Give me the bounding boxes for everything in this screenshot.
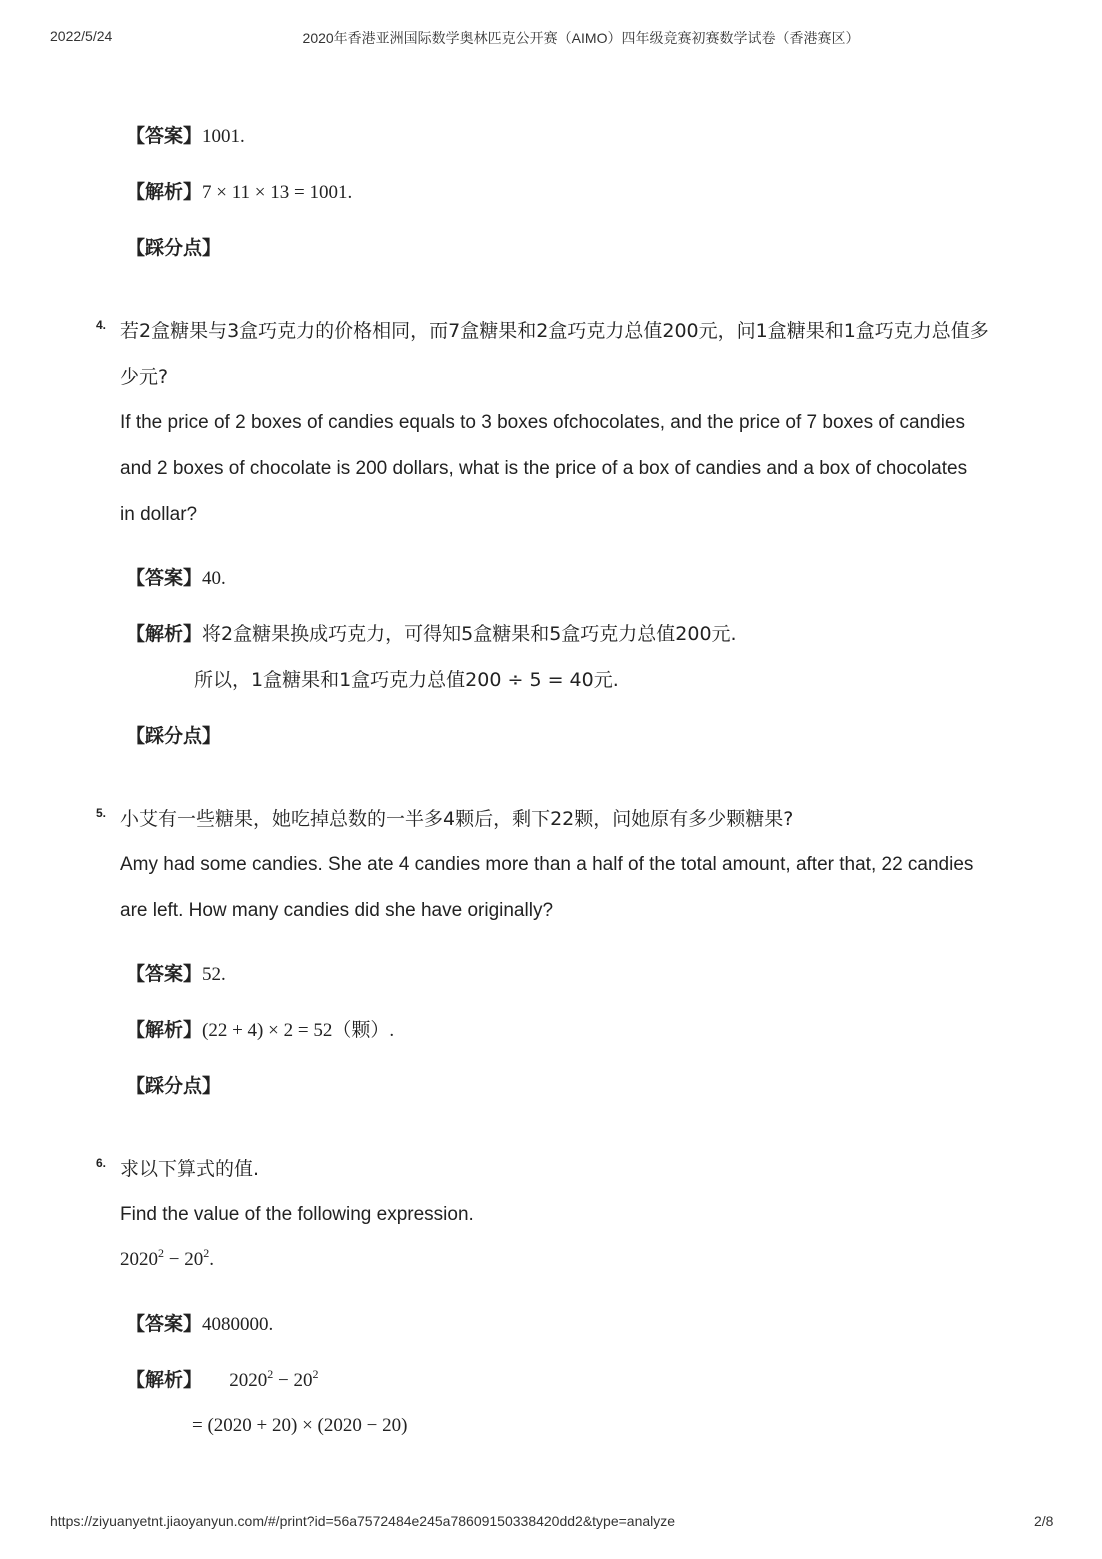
q4-analysis-line2: 所以，1盒糖果和1盒巧克力总值200 ÷ 5 = 40元. (194, 669, 619, 691)
q6-expression: $2020^2 - 20^2$. (120, 1246, 214, 1270)
q5-answer-row: 【答案】52. (126, 963, 226, 985)
expr-exponent-1: 2 (267, 1367, 274, 1381)
answer-label: 【答案】 (126, 125, 203, 147)
q4-en-line2: and 2 boxes of chocolate is 200 dollars, what is the price of a box of candies and a box of chocolates (120, 458, 968, 479)
question-number: 4. (96, 318, 107, 332)
source-url: https://ziyuanyetnt.jiaoyanyun.com/#/print?id=56a7572484e245a78609150338420dd2&type=analyze (50, 1513, 676, 1529)
print-date: 2022/5/24 (50, 28, 113, 44)
q6-en-line1: Find the value of the following expression. (120, 1204, 474, 1225)
q5-answer-value: 52 (202, 964, 222, 985)
page-number: 2/8 (1034, 1513, 1054, 1529)
q4-points-row (126, 724, 221, 749)
question-number: 5. (96, 806, 107, 820)
q5-points-row (126, 1074, 221, 1099)
q5-analysis-row (126, 1018, 394, 1043)
points-label: 【踩分点】 (126, 237, 222, 259)
points-label: 【踩分点】 (126, 725, 222, 747)
expr-exponent-2: 2 (203, 1246, 210, 1260)
q4-analysis-row (126, 622, 737, 647)
analysis-label: 【解析】 (126, 181, 203, 203)
points-label: 【踩分点】 (126, 1075, 222, 1097)
expr-base-2: 20 (184, 1249, 204, 1270)
document-title: 2020年香港亚洲国际数学奥林匹克公开赛（AIMO）四年级竞赛初赛数学试卷（香港赛区） (302, 30, 860, 46)
q6-analysis-line2: = (2020 + 20) × (2020 − 20) (192, 1415, 408, 1436)
answer-label: 【答案】 (126, 963, 203, 985)
analysis-label: 【解析】 (126, 1019, 203, 1041)
q4-cn-line2: 少元? (120, 366, 169, 388)
q5-analysis-value: (22 + 4) × 2 = 52（颗）. (202, 1020, 395, 1041)
q6-analysis-row (126, 1368, 319, 1393)
expr-exponent-1: 2 (158, 1246, 164, 1260)
expr-base-1: 2020 (120, 1249, 158, 1270)
q3-answer-value: 1001 (202, 126, 241, 147)
q3-points-row (126, 236, 221, 261)
question-number: 6. (96, 1156, 107, 1170)
expr-base-1: 2020 (229, 1370, 268, 1391)
q4-cn-line1: 若2盒糖果与3盒巧克力的价格相同，而7盒糖果和2盒巧克力总值200元，问1盒糖果和1盒巧克力总值多 (120, 320, 989, 342)
q6-cn-line1: 求以下算式的值. (120, 1158, 260, 1180)
q3-analysis-value: 7 × 11 × 13 = 1001 (202, 182, 348, 203)
analysis-label: 【解析】 (126, 623, 203, 645)
q5-en-line2: are left. How many candies did she have originally? (120, 900, 554, 921)
q3-answer-row: 【答案】1001. (126, 125, 245, 147)
q4-answer-row: 【答案】40. (126, 567, 226, 589)
q4-en-line1: If the price of 2 boxes of candies equals to 3 boxes ofchocolates, and the price of 7 boxes of candies (120, 412, 965, 433)
q4-analysis-line1: 将2盒糖果换成巧克力，可得知5盒糖果和5盒巧克力总值200元. (202, 623, 737, 645)
q6-answer-row: 【答案】4080000. (126, 1313, 274, 1335)
answer-label: 【答案】 (126, 1313, 203, 1335)
q3-analysis-row: 【解析】7 × 11 × 13 = 1001. (126, 181, 353, 203)
q6-analysis-line1: $2020^2 - 20^2$ (229, 1367, 319, 1391)
analysis-label: 【解析】 (126, 1369, 203, 1391)
q5-en-line1: Amy had some candies. She ate 4 candies more than a half of the total amount, after that, 22 candies (120, 854, 974, 875)
expr-exponent-2: 2 (312, 1367, 319, 1381)
q6-answer-value: 4080000 (202, 1314, 269, 1335)
answer-label: 【答案】 (126, 567, 203, 589)
q5-cn-line1: 小艾有一些糖果，她吃掉总数的一半多4颗后，剩下22颗，问她原有多少颗糖果? (120, 808, 794, 830)
expr-base-2: 20 (293, 1370, 313, 1391)
q4-answer-value: 40 (202, 568, 222, 589)
q4-en-line3: in dollar? (120, 504, 198, 525)
